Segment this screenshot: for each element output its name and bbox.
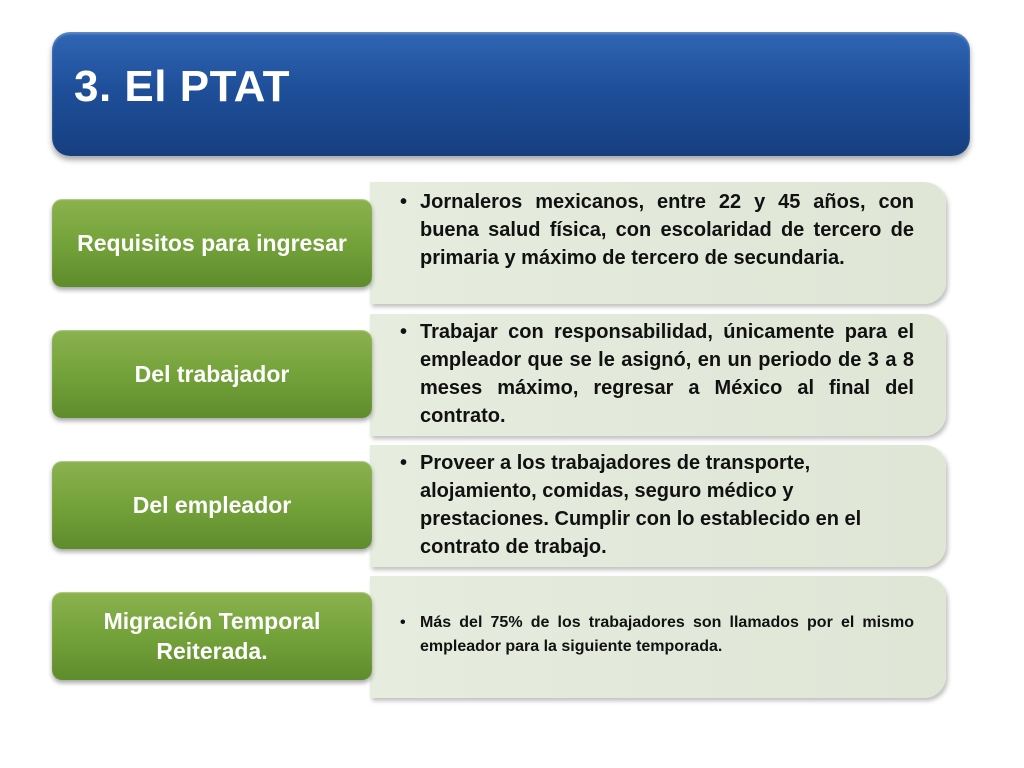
bullet-icon: •: [400, 614, 406, 631]
content-panel-requisitos: [370, 182, 946, 304]
slide-title: 3. El PTAT: [74, 62, 291, 111]
content-panel-migracion: [370, 576, 946, 698]
panel-text: Más del 75% de los trabajadores son llamados por el mismo empleador para la siguiente temporada.: [420, 614, 914, 655]
bullet-icon: •: [400, 321, 408, 343]
label-text-line1: Migración Temporal: [103, 608, 321, 634]
label-migracion: [52, 592, 372, 680]
content-panel-empleador: [370, 445, 946, 567]
label-text: Del empleador: [132, 492, 292, 518]
panel-text: Jornaleros mexicanos, entre 22 y 45 años, con buena salud física, con escolaridad de tercero de primaria y máximo de tercero de secundaria.: [420, 191, 914, 269]
bullet-icon: •: [400, 452, 408, 474]
label-empleador: [52, 461, 372, 549]
label-requisitos: [52, 199, 372, 287]
panel-text: Trabajar con responsabilidad, únicamente para el empleador que se le asignó, en un periodo de 3 a 8 meses máximo, regresar a México al final del contrato.: [420, 321, 914, 427]
panel-text: Proveer a los trabajadores de transporte, alojamiento, comidas, seguro médico y prestaciones. Cumplir con lo establecido en el contrato de trabajo.: [420, 452, 862, 558]
label-text-line2: Reiterada.: [156, 638, 268, 664]
title-bar: [52, 32, 970, 156]
label-trabajador: [52, 330, 372, 418]
label-text: Requisitos para ingresar: [77, 230, 347, 256]
content-panel-trabajador: [370, 314, 946, 436]
bullet-icon: •: [400, 191, 408, 213]
label-text: Del trabajador: [134, 361, 290, 387]
